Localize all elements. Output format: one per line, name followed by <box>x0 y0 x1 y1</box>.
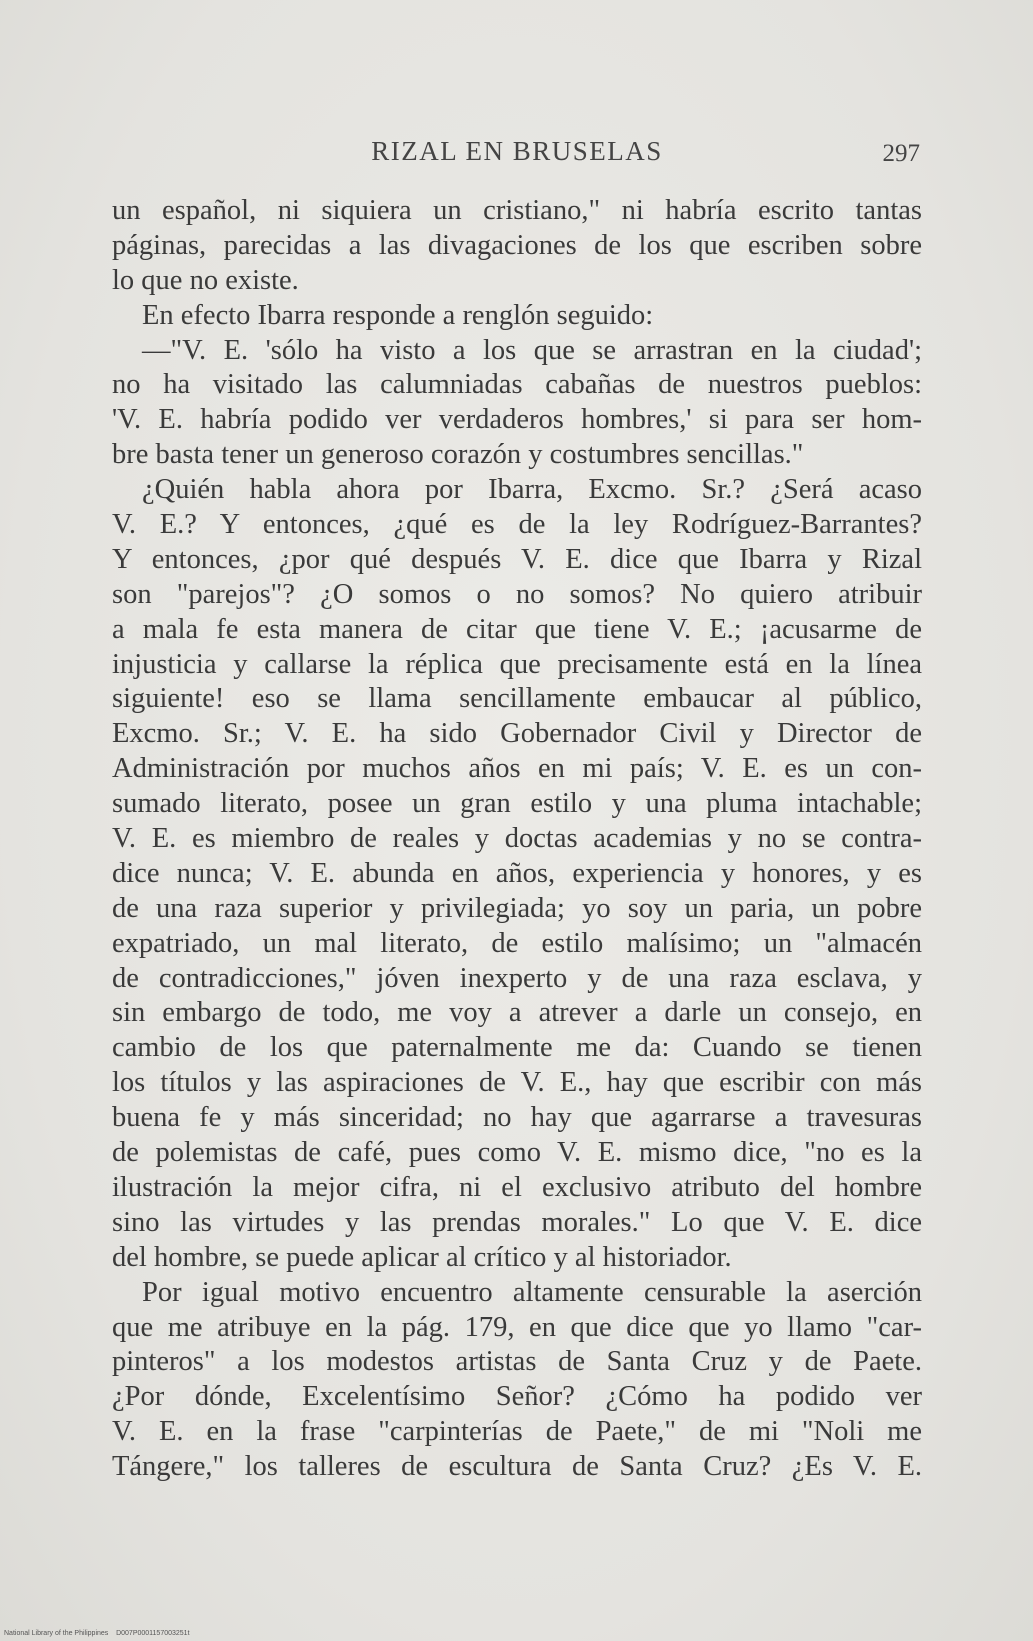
text-line: que me atribuye en la pág. 179, en que dice que yo llamo "car- <box>112 1311 922 1343</box>
text-line: los títulos y las aspiraciones de V. E., hay que escribir con más <box>112 1067 922 1099</box>
text-line: del hombre, se puede aplicar al crítico y al historiador. <box>112 1241 732 1273</box>
text-line: 'V. E. habría podido ver verdaderos hombres,' si para ser hom- <box>112 404 922 436</box>
text-line: expatriado, un mal literato, de estilo malísimo; un "almacén <box>112 927 922 959</box>
text-line: ¿Por dónde, Excelentísimo Señor? ¿Cómo ha podido ver <box>112 1381 922 1413</box>
text-line: de contradicciones," jóven inexperto y de una raza esclava, y <box>112 962 922 994</box>
text-line: de una raza superior y privilegiada; yo soy un paria, un pobre <box>112 892 922 924</box>
library-credit: National Library of the Philippines <box>4 1630 109 1637</box>
body-text <box>112 194 922 1485</box>
scan-footer <box>4 1630 190 1637</box>
running-title: RIZAL EN BRUSELAS <box>371 136 663 166</box>
text-line: buena fe y más sinceridad; no hay que agarrarse a travesuras <box>112 1102 922 1134</box>
text-line: V. E. en la frase "carpinterías de Paete," de mi "Noli me <box>112 1416 922 1448</box>
text-line: bre basta tener un generoso corazón y costumbres sencillas." <box>112 439 804 471</box>
text-line: dice nunca; V. E. abunda en años, experiencia y honores, y es <box>112 857 922 889</box>
text-line: ¿Quién habla ahora por Ibarra, Excmo. Sr.? ¿Será acaso <box>142 474 922 506</box>
text-line: pinteros" a los modestos artistas de Santa Cruz y de Paete. <box>112 1346 922 1378</box>
text-line: V. E. es miembro de reales y doctas academias y no se contra- <box>112 823 922 855</box>
text-line: cambio de los que paternalmente me da: Cuando se tienen <box>112 1032 922 1064</box>
text-line: son "parejos"? ¿O somos o no somos? No quiero atribuir <box>112 578 922 610</box>
text-line: un español, ni siquiera un cristiano," ni habría escrito tantas <box>112 195 922 226</box>
text-line: sumado literato, posee un gran estilo y una pluma intachable; <box>112 788 922 820</box>
text-line: Excmo. Sr.; V. E. ha sido Gobernador Civil y Director de <box>112 718 922 750</box>
text-line: Por igual motivo encuentro altamente censurable la aserción <box>142 1276 922 1308</box>
text-line: Administración por muchos años en mi país; V. E. es un con- <box>112 753 922 785</box>
text-line: a mala fe esta manera de citar que tiene V. E.; ¡acusarme de <box>112 613 922 645</box>
text-line: de polemistas de café, pues como V. E. mismo dice, "no es la <box>112 1137 922 1169</box>
scan-identifier: D007P0001157003251t <box>116 1630 190 1637</box>
page-header <box>112 136 922 176</box>
text-line: no ha visitado las calumniadas cabañas de nuestros pueblos: <box>112 369 922 401</box>
text-line: sin embargo de todo, me voy a atrever a darle un consejo, en <box>112 997 922 1029</box>
text-line: injusticia y callarse la réplica que precisamente está en la línea <box>112 648 922 680</box>
text-line: En efecto Ibarra responde a renglón seguido: <box>142 299 654 331</box>
text-line: ilustración la mejor cifra, ni el exclusivo atributo del hombre <box>112 1171 922 1203</box>
text-line: —"V. E. 'sólo ha visto a los que se arrastran en la ciudad'; <box>142 334 922 366</box>
text-line: sino las virtudes y las prendas morales." Lo que V. E. dice <box>112 1206 922 1238</box>
text-line: Y entonces, ¿por qué después V. E. dice que Ibarra y Rizal <box>112 543 922 575</box>
text-line: siguiente! eso se llama sencillamente embaucar al público, <box>112 683 922 715</box>
page-number: 297 <box>882 140 920 167</box>
text-line: V. E.? Y entonces, ¿qué es de la ley Rodríguez-Barrantes? <box>112 509 922 541</box>
text-line: páginas, parecidas a las divagaciones de los que escriben sobre <box>112 229 922 261</box>
text-line: Tángere," los talleres de escultura de Santa Cruz? ¿Es V. E. <box>112 1451 922 1483</box>
text-line: lo que no existe. <box>112 264 299 296</box>
